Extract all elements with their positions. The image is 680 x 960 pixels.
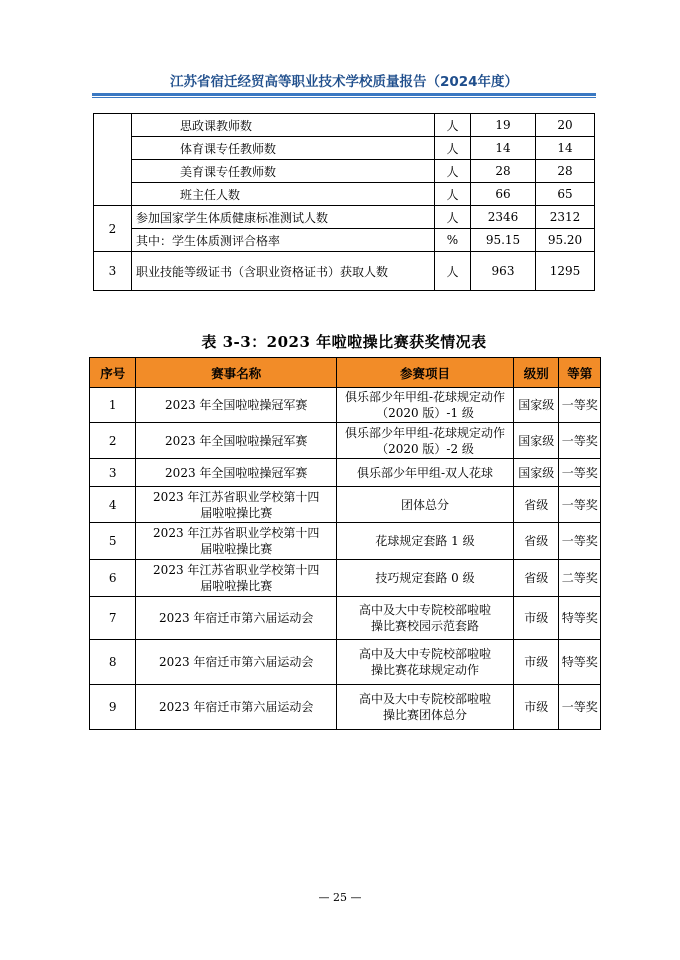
table-row bbox=[90, 685, 601, 730]
event-name-cell: 2023 年全国啦啦操冠军赛 bbox=[136, 388, 337, 423]
table-row bbox=[90, 459, 601, 487]
value-2024-cell: 1295 bbox=[536, 252, 595, 291]
table-row bbox=[90, 523, 601, 560]
unit-cell: % bbox=[435, 229, 471, 252]
event-name-cell: 2023 年江苏省职业学校第十四届啦啦操比赛 bbox=[136, 523, 337, 560]
project-cell: 高中及大中专院校部啦啦操比赛团体总分 bbox=[337, 685, 514, 730]
table-row bbox=[94, 137, 595, 160]
row-number-cell: 2 bbox=[94, 206, 132, 252]
table-row bbox=[94, 160, 595, 183]
table-row bbox=[94, 252, 595, 291]
index-cell: 6 bbox=[90, 560, 136, 597]
level-cell: 国家级 bbox=[513, 388, 558, 423]
table-row bbox=[94, 114, 595, 137]
value-2024-cell: 65 bbox=[536, 183, 595, 206]
index-cell: 3 bbox=[90, 459, 136, 487]
level-cell: 国家级 bbox=[513, 459, 558, 487]
header-index: 序号 bbox=[90, 358, 136, 388]
item-cell: 班主任人数 bbox=[132, 183, 435, 206]
item-cell: 体育课专任教师数 bbox=[132, 137, 435, 160]
teacher-stats-table bbox=[93, 113, 595, 291]
unit-cell: 人 bbox=[435, 160, 471, 183]
project-cell: 花球规定套路 1 级 bbox=[337, 523, 514, 560]
index-cell: 1 bbox=[90, 388, 136, 423]
index-cell: 9 bbox=[90, 685, 136, 730]
value-2024-cell: 95.20 bbox=[536, 229, 595, 252]
grade-cell: 一等奖 bbox=[559, 388, 601, 423]
grade-cell: 一等奖 bbox=[559, 487, 601, 523]
value-2023-cell: 963 bbox=[471, 252, 536, 291]
table-row bbox=[90, 560, 601, 597]
event-name-cell: 2023 年宿迁市第六届运动会 bbox=[136, 597, 337, 640]
project-cell: 高中及大中专院校部啦啦操比赛校园示范套路 bbox=[337, 597, 514, 640]
table-row bbox=[90, 423, 601, 459]
level-cell: 省级 bbox=[513, 523, 558, 560]
event-name-cell: 2023 年江苏省职业学校第十四届啦啦操比赛 bbox=[136, 560, 337, 597]
level-cell: 省级 bbox=[513, 487, 558, 523]
index-cell: 2 bbox=[90, 423, 136, 459]
unit-cell: 人 bbox=[435, 252, 471, 291]
level-cell: 国家级 bbox=[513, 423, 558, 459]
table-row bbox=[90, 597, 601, 640]
project-cell: 高中及大中专院校部啦啦操比赛花球规定动作 bbox=[337, 640, 514, 685]
level-cell: 省级 bbox=[513, 560, 558, 597]
project-cell: 俱乐部少年甲组-花球规定动作（2020 版）-1 级 bbox=[337, 388, 514, 423]
grade-cell: 一等奖 bbox=[559, 459, 601, 487]
item-cell: 参加国家学生体质健康标准测试人数 bbox=[132, 206, 435, 229]
table-row bbox=[90, 487, 601, 523]
event-name-cell: 2023 年江苏省职业学校第十四届啦啦操比赛 bbox=[136, 487, 337, 523]
project-cell: 俱乐部少年甲组-花球规定动作（2020 版）-2 级 bbox=[337, 423, 514, 459]
event-name-cell: 2023 年宿迁市第六届运动会 bbox=[136, 640, 337, 685]
level-cell: 市级 bbox=[513, 640, 558, 685]
table-row bbox=[94, 206, 595, 229]
level-cell: 市级 bbox=[513, 685, 558, 730]
cheerleading-awards-table bbox=[89, 357, 601, 730]
event-name-cell: 2023 年宿迁市第六届运动会 bbox=[136, 685, 337, 730]
grade-cell: 二等奖 bbox=[559, 560, 601, 597]
index-cell: 8 bbox=[90, 640, 136, 685]
event-name-cell: 2023 年全国啦啦操冠军赛 bbox=[136, 423, 337, 459]
grade-cell: 一等奖 bbox=[559, 423, 601, 459]
value-2023-cell: 95.15 bbox=[471, 229, 536, 252]
value-2024-cell: 2312 bbox=[536, 206, 595, 229]
event-name-cell: 2023 年全国啦啦操冠军赛 bbox=[136, 459, 337, 487]
header-rule-thin bbox=[92, 97, 596, 98]
index-cell: 4 bbox=[90, 487, 136, 523]
project-cell: 俱乐部少年甲组-双人花球 bbox=[337, 459, 514, 487]
grade-cell: 特等奖 bbox=[559, 640, 601, 685]
table-row bbox=[90, 640, 601, 685]
grade-cell: 一等奖 bbox=[559, 523, 601, 560]
item-cell: 美育课专任教师数 bbox=[132, 160, 435, 183]
row-number-cell bbox=[94, 114, 132, 206]
unit-cell: 人 bbox=[435, 183, 471, 206]
level-cell: 市级 bbox=[513, 597, 558, 640]
table-row bbox=[94, 183, 595, 206]
unit-cell: 人 bbox=[435, 114, 471, 137]
header-grade: 等第 bbox=[559, 358, 601, 388]
grade-cell: 一等奖 bbox=[559, 685, 601, 730]
report-header-title: 江苏省宿迁经贸高等职业技术学校质量报告（2024年度） bbox=[169, 74, 519, 90]
header-level: 级别 bbox=[513, 358, 558, 388]
item-cell: 职业技能等级证书（含职业资格证书）获取人数 bbox=[132, 252, 435, 291]
project-cell: 团体总分 bbox=[337, 487, 514, 523]
header-event-name: 赛事名称 bbox=[136, 358, 337, 388]
index-cell: 5 bbox=[90, 523, 136, 560]
value-2023-cell: 2346 bbox=[471, 206, 536, 229]
header-project: 参赛项目 bbox=[337, 358, 514, 388]
index-cell: 7 bbox=[90, 597, 136, 640]
table-row bbox=[94, 229, 595, 252]
table-row bbox=[90, 388, 601, 423]
value-2024-cell: 14 bbox=[536, 137, 595, 160]
page-number: — 25 — bbox=[318, 891, 362, 904]
unit-cell: 人 bbox=[435, 137, 471, 160]
value-2024-cell: 28 bbox=[536, 160, 595, 183]
value-2023-cell: 28 bbox=[471, 160, 536, 183]
value-2024-cell: 20 bbox=[536, 114, 595, 137]
header-rule-thick bbox=[92, 93, 596, 96]
project-cell: 技巧规定套路 0 级 bbox=[337, 560, 514, 597]
table-header-row bbox=[90, 358, 601, 388]
table-caption: 表 3-3：2023 年啦啦操比赛获奖情况表 bbox=[201, 333, 487, 351]
value-2023-cell: 66 bbox=[471, 183, 536, 206]
value-2023-cell: 19 bbox=[471, 114, 536, 137]
row-number-cell: 3 bbox=[94, 252, 132, 291]
item-cell: 思政课教师数 bbox=[132, 114, 435, 137]
grade-cell: 特等奖 bbox=[559, 597, 601, 640]
value-2023-cell: 14 bbox=[471, 137, 536, 160]
item-cell: 其中：学生体质测评合格率 bbox=[132, 229, 435, 252]
unit-cell: 人 bbox=[435, 206, 471, 229]
